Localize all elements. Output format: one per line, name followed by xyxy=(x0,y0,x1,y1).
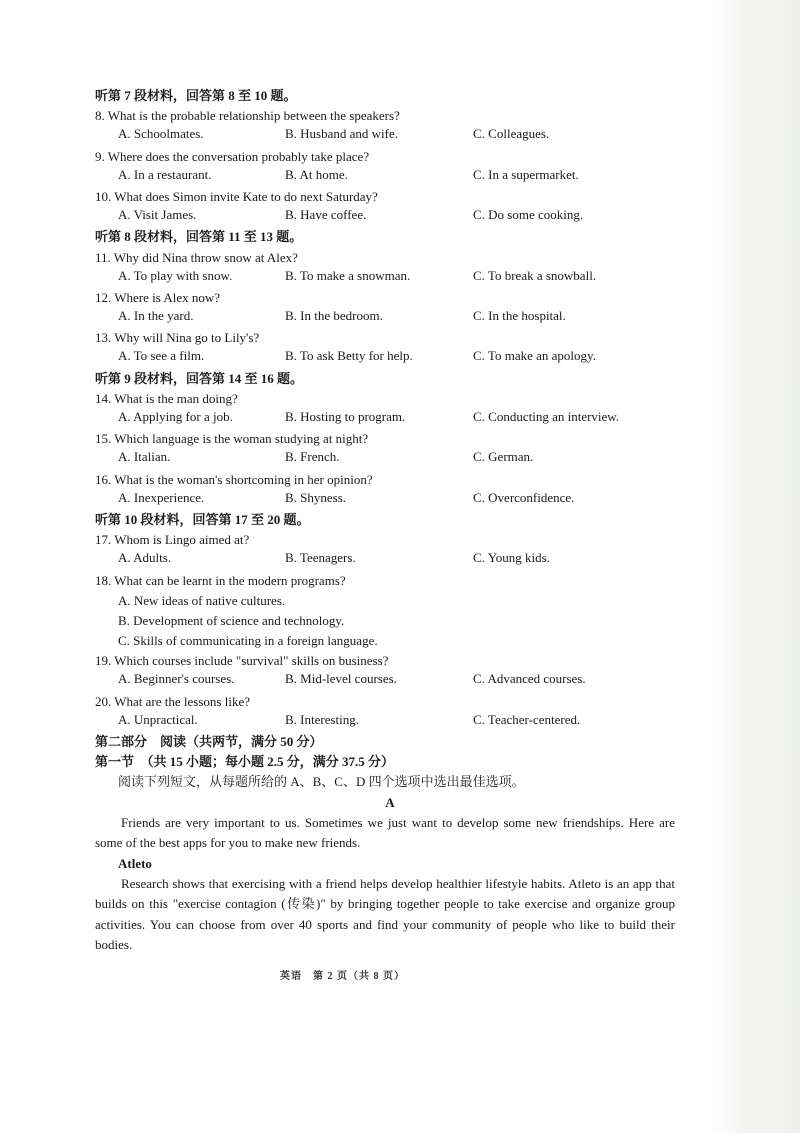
options-11 xyxy=(95,268,685,288)
option-b: B. To make a snowman. xyxy=(285,267,411,283)
option-b: B. Development of science and technology. xyxy=(118,612,345,628)
option-c: C. German. xyxy=(473,449,534,465)
options-16 xyxy=(95,490,685,510)
option-a: A. To play with snow. xyxy=(118,267,233,283)
option-b: B. In the bedroom. xyxy=(285,308,383,324)
question-13: 13. Why will Nina go to Lily's? xyxy=(95,330,260,346)
options-17 xyxy=(95,550,685,570)
app-title: Atleto xyxy=(118,855,152,871)
question-20: 20. What are the lessons like? xyxy=(95,693,250,709)
question-16: 16. What is the woman's shortcoming in her opinion? xyxy=(95,471,373,487)
app-description: Research shows that exercising with a friend helps develop healthier lifestyle habits. Atleto is an app that builds on this "exercise contagion (传染)" by bringing together people to take exercise and organize group activities. You can choose from over 40 sports and find your community of people who like to build their bodies. xyxy=(95,875,675,953)
passage-label: A xyxy=(385,794,395,810)
question-10: 10. What does Simon invite Kate to do next Saturday? xyxy=(95,188,378,204)
option-c: C. Colleagues. xyxy=(473,126,550,142)
option-b: B. Mid-level courses. xyxy=(285,671,397,687)
options-8 xyxy=(95,126,685,146)
option-b: B. Husband and wife. xyxy=(285,126,399,142)
section-heading: 听第 10 段材料，回答第 17 至 20 题。 xyxy=(95,511,310,527)
option-c: C. In the hospital. xyxy=(473,308,566,324)
question-14: 14. What is the man doing? xyxy=(95,390,238,406)
option-a: A. To see a film. xyxy=(118,348,205,364)
option-a: A. Unpractical. xyxy=(118,711,198,727)
option-c: C. Conducting an interview. xyxy=(473,409,620,424)
question-19: 19. Which courses include "survival" skills on business? xyxy=(95,653,389,669)
option-c: C. Overconfidence. xyxy=(473,489,575,505)
option-b: B. Have coffee. xyxy=(285,207,367,223)
option-a: A. Visit James. xyxy=(118,207,197,223)
option-b: B. Interesting. xyxy=(285,711,360,727)
question-18: 18. What can be learnt in the modern programs? xyxy=(95,572,346,588)
options-12 xyxy=(95,308,685,328)
option-c: C. In a supermarket. xyxy=(473,166,579,182)
options-10 xyxy=(95,207,685,227)
option-b: B. To ask Betty for help. xyxy=(285,348,413,364)
option-a: A. New ideas of native cultures. xyxy=(118,592,286,608)
options-20 xyxy=(95,712,685,732)
option-a: A. Adults. xyxy=(118,550,172,566)
options-14 xyxy=(95,409,685,429)
option-a: A. Schoolmates. xyxy=(118,126,204,142)
option-c: C. Do some cooking. xyxy=(473,207,584,223)
part-heading: 第二部分 阅读（共两节，满分 50 分） xyxy=(95,734,323,749)
option-c: C. Skills of communicating in a foreign language. xyxy=(118,633,378,649)
option-b: B. Hosting to program. xyxy=(285,409,406,424)
option-a: A. In a restaurant. xyxy=(118,166,212,182)
section-heading: 听第 8 段材料，回答第 11 至 13 题。 xyxy=(95,229,303,245)
option-a: A. Inexperience. xyxy=(118,489,205,505)
option-c: C. Teacher-centered. xyxy=(473,711,581,727)
options-13 xyxy=(95,348,685,368)
question-8: 8. What is the probable relationship between the speakers? xyxy=(95,108,400,124)
page-footer: 英语 第 2 页（共 8 页） xyxy=(280,971,405,982)
option-b: B. Teenagers. xyxy=(285,550,356,566)
question-9: 9. Where does the conversation probably take place? xyxy=(95,148,370,164)
option-b: B. Shyness. xyxy=(285,489,347,505)
section-heading: 听第 9 段材料，回答第 14 至 16 题。 xyxy=(95,370,304,386)
question-15: 15. Which language is the woman studying at night? xyxy=(95,431,369,447)
passage-intro: Friends are very important to us. Sometimes we just want to develop some new friendships. Here are some of the best apps for you to make new friends. xyxy=(95,814,675,851)
options-19 xyxy=(95,671,685,691)
option-b: B. French. xyxy=(285,449,340,465)
option-c: C. Young kids. xyxy=(473,550,550,566)
option-c: C. Advanced courses. xyxy=(473,671,586,687)
option-b: B. At home. xyxy=(285,166,348,182)
question-11: 11. Why did Nina throw snow at Alex? xyxy=(95,249,298,265)
option-a: A. Italian. xyxy=(118,449,171,465)
question-12: 12. Where is Alex now? xyxy=(95,289,221,305)
option-a: A. Beginner's courses. xyxy=(118,671,235,687)
options-15 xyxy=(95,449,685,469)
reading-instruction: 阅读下列短文，从每题所给的 A、B、C、D 四个选项中选出最佳选项。 xyxy=(118,774,525,790)
page-content xyxy=(95,86,685,956)
option-a: A. In the yard. xyxy=(118,308,194,324)
section-subheading: 第一节 （共 15 小题；每小题 2.5 分，满分 37.5 分） xyxy=(95,754,395,770)
option-c: C. To make an apology. xyxy=(473,348,596,364)
section-heading: 听第 7 段材料，回答第 8 至 10 题。 xyxy=(95,88,297,103)
option-a: A. Applying for a job. xyxy=(118,409,233,424)
question-17: 17. Whom is Lingo aimed at? xyxy=(95,532,250,548)
options-9 xyxy=(95,167,685,187)
option-c: C. To break a snowball. xyxy=(473,267,597,283)
